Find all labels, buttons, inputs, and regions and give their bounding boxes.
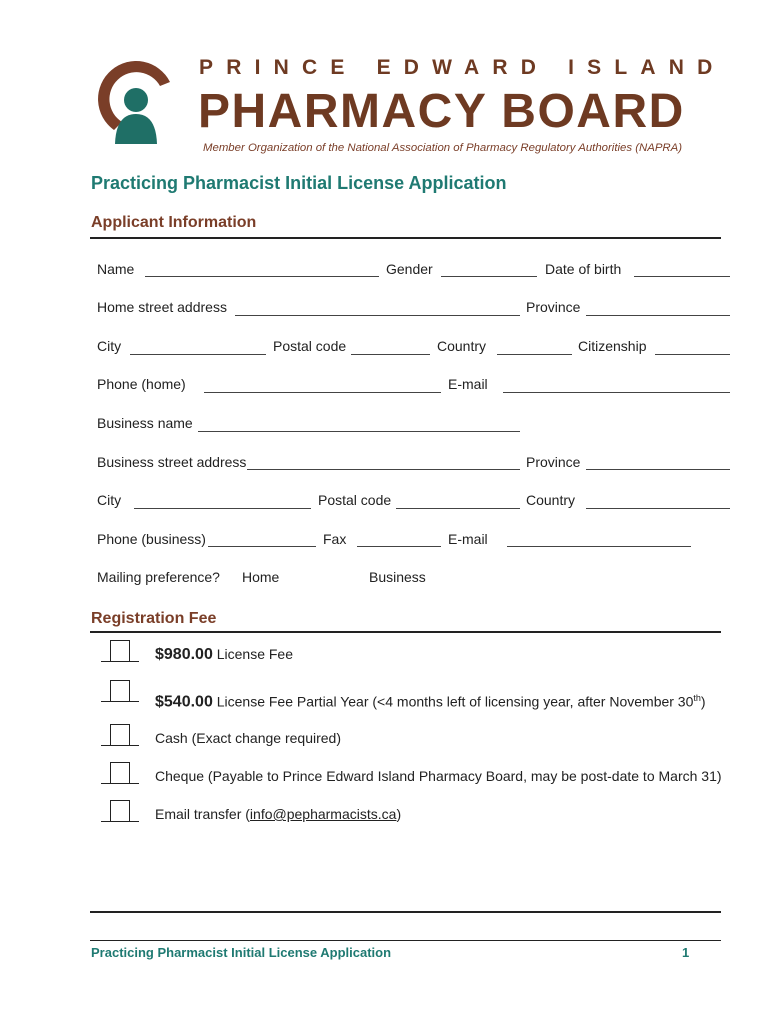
email-transfer-link[interactable]: info@pepharmacists.ca	[249, 806, 397, 822]
cash-checkbox[interactable]	[110, 724, 130, 746]
cheque-checkbox[interactable]	[110, 762, 130, 784]
fax-field[interactable]	[357, 546, 441, 547]
phone-home-label: Phone (home)	[97, 376, 186, 392]
mailing-preference-label: Mailing preference?	[97, 569, 220, 585]
fax-label: Fax	[323, 531, 347, 547]
section-rule	[90, 631, 721, 633]
city-label: City	[97, 338, 122, 354]
email-label: E-mail	[448, 376, 488, 392]
cash-option-label: Cash (Exact change required)	[155, 730, 341, 746]
phone-home-field[interactable]	[204, 392, 441, 393]
fee-540-checkbox[interactable]	[110, 680, 130, 702]
email-transfer-suffix: )	[396, 806, 402, 822]
business-name-field[interactable]	[198, 431, 520, 432]
registration-fee-heading: Registration Fee	[91, 610, 217, 627]
org-name-top: PRINCE EDWARD ISLAND	[199, 56, 726, 79]
fee-540-amount: $540.00	[155, 693, 213, 711]
footer-title: Practicing Pharmacist Initial License Application	[91, 945, 392, 960]
citizenship-field[interactable]	[655, 354, 730, 355]
gender-field[interactable]	[441, 276, 537, 277]
email-field[interactable]	[503, 392, 730, 393]
footer-rule	[90, 940, 721, 941]
name-field[interactable]	[145, 276, 379, 277]
fee-540-text: License Fee Partial Year (<4 months left of licensing year, after November 30	[216, 693, 694, 710]
fee-980-amount: $980.00	[155, 646, 213, 663]
cheque-option-label: Cheque (Payable to Prince Edward Island Pharmacy Board, may be post-date to March 31)	[155, 768, 722, 784]
checkbox-underline	[101, 745, 139, 746]
country-field[interactable]	[497, 354, 572, 355]
dob-field[interactable]	[634, 276, 730, 277]
name-label: Name	[97, 261, 135, 277]
business-email-field[interactable]	[507, 546, 691, 547]
applicant-info-heading: Applicant Information	[91, 214, 257, 231]
footer-rule-top	[90, 911, 721, 913]
province-label: Province	[526, 299, 581, 315]
home-address-label: Home street address	[97, 299, 227, 315]
gender-label: Gender	[386, 261, 433, 277]
postal-code-field[interactable]	[351, 354, 430, 355]
home-address-field[interactable]	[235, 315, 520, 316]
checkbox-underline	[101, 821, 139, 822]
business-address-field[interactable]	[247, 469, 520, 470]
checkbox-underline	[101, 701, 139, 702]
checkbox-underline	[101, 783, 139, 784]
page-number: 1	[682, 945, 690, 960]
napra-tagline: Member Organization of the National Association of Pharmacy Regulatory Authorities (NAPRA)	[203, 142, 683, 154]
mailing-business-option[interactable]: Business	[369, 569, 426, 585]
business-province-label: Province	[526, 454, 581, 470]
fee-980-text: License Fee	[216, 646, 294, 662]
city-field[interactable]	[130, 354, 266, 355]
business-address-label: Business street address	[97, 454, 247, 470]
email-transfer-option	[155, 806, 401, 822]
board-logo	[96, 52, 180, 148]
business-name-label: Business name	[97, 415, 193, 431]
fee-980-option	[155, 646, 293, 663]
email-transfer-prefix: Email transfer (	[155, 806, 250, 822]
email-transfer-checkbox[interactable]	[110, 800, 130, 822]
business-city-label: City	[97, 492, 122, 508]
person-in-arc-logo-icon	[96, 52, 180, 148]
section-rule	[90, 237, 721, 239]
checkbox-underline	[101, 661, 139, 662]
fee-980-checkbox[interactable]	[110, 640, 130, 662]
phone-business-label: Phone (business)	[97, 531, 206, 547]
page-title: Practicing Pharmacist Initial License Application	[91, 173, 507, 193]
business-postal-field[interactable]	[396, 508, 520, 509]
business-country-field[interactable]	[586, 508, 730, 509]
business-email-label: E-mail	[448, 531, 488, 547]
citizenship-label: Citizenship	[578, 338, 647, 354]
fee-540-superscript: th	[693, 693, 701, 703]
province-field[interactable]	[586, 315, 730, 316]
business-city-field[interactable]	[134, 508, 311, 509]
dob-label: Date of birth	[545, 261, 622, 277]
mailing-home-option[interactable]: Home	[242, 569, 280, 585]
fee-540-close: )	[700, 693, 706, 710]
business-postal-label: Postal code	[318, 492, 392, 508]
org-name-main: PHARMACY BOARD	[198, 85, 685, 138]
postal-code-label: Postal code	[273, 338, 347, 354]
business-country-label: Country	[526, 492, 576, 508]
country-label: Country	[437, 338, 487, 354]
phone-business-field[interactable]	[208, 546, 316, 547]
fee-540-option	[155, 690, 706, 711]
business-province-field[interactable]	[586, 469, 730, 470]
